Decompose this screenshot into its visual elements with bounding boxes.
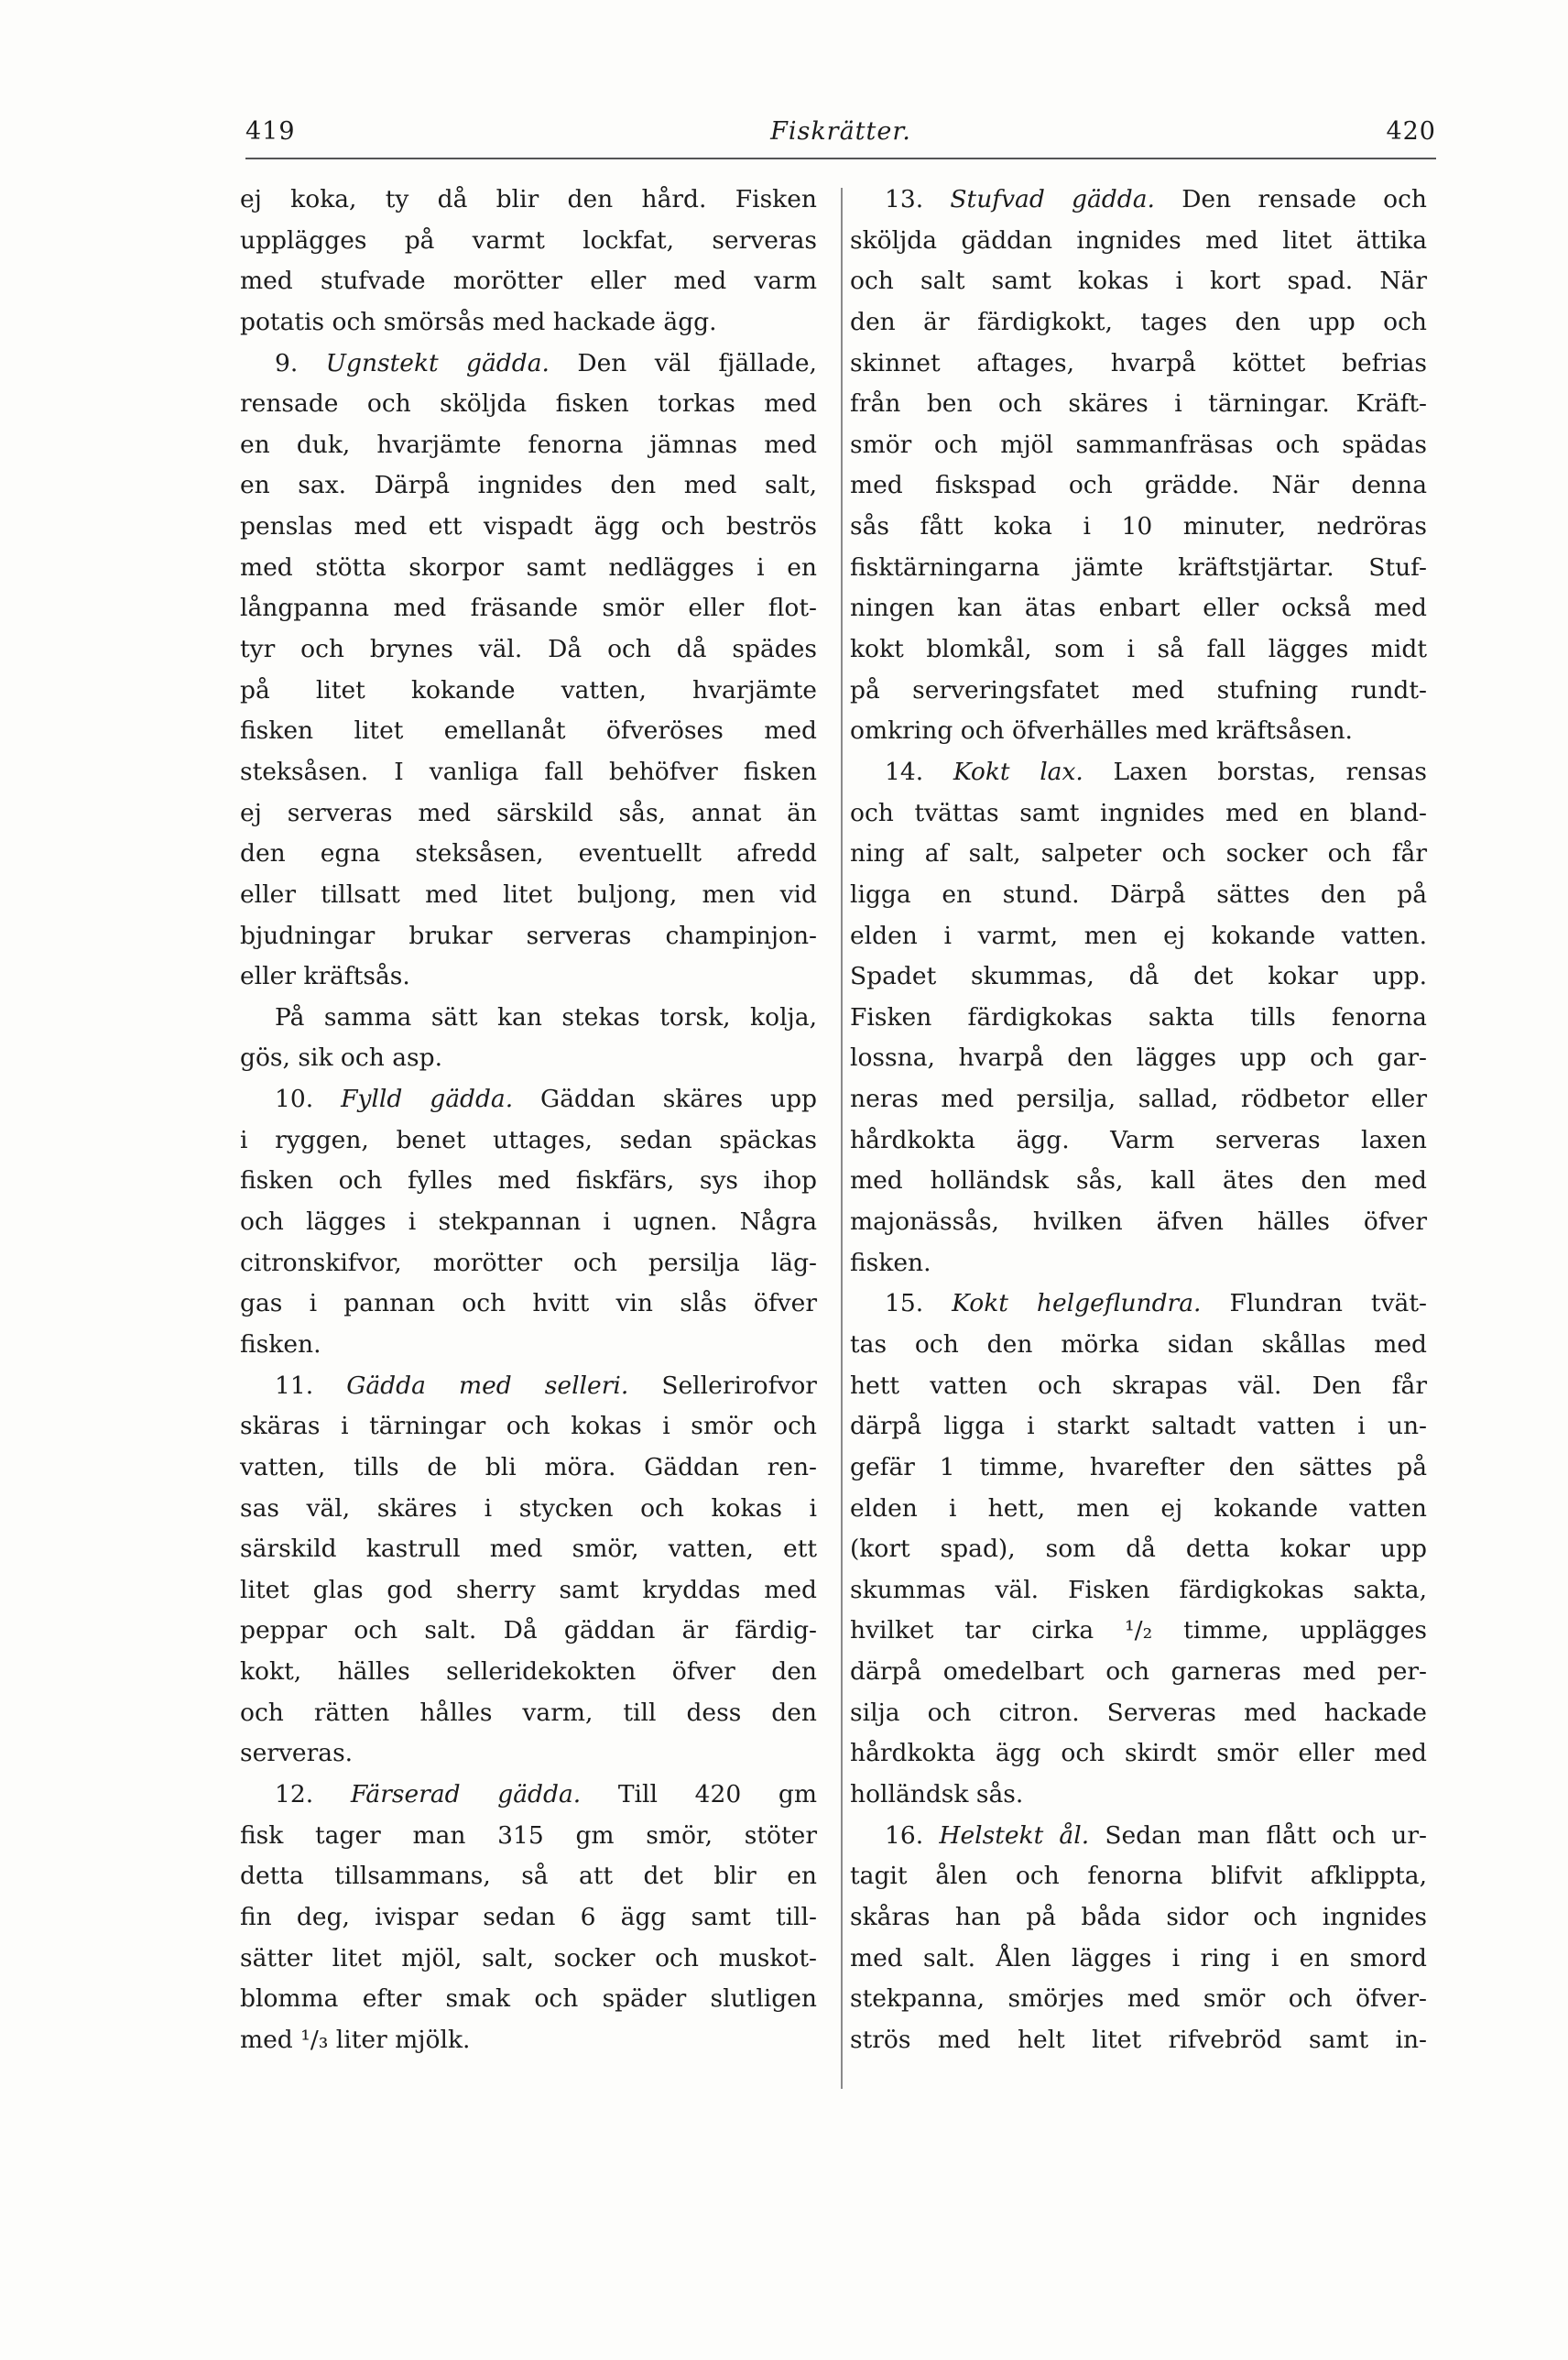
text-line — [850, 1489, 1427, 1530]
header-rule — [245, 158, 1436, 159]
text-line — [850, 793, 1427, 835]
text-line — [850, 1529, 1427, 1570]
line-text: steksåsen. I vanliga fall behöfver fisken — [240, 757, 817, 786]
text-line — [850, 302, 1427, 344]
text-line — [240, 1325, 817, 1366]
line-text: Till 420 gm — [617, 1779, 817, 1808]
line-text: med holländsk sås, kall ätes den med — [850, 1166, 1427, 1196]
line-text: ej koka, ty då blir den hård. Fisken — [240, 185, 817, 213]
line-text: sköljda gäddan ingnides med litet ättika — [850, 225, 1427, 255]
line-text: eller kräftsås. — [240, 962, 410, 991]
running-title: Fiskrätter. — [770, 117, 911, 146]
text-line — [850, 1448, 1427, 1489]
text-line — [240, 384, 817, 425]
line-text: i ryggen, benet uttages, sedan späckas — [240, 1125, 817, 1154]
text-line — [850, 1570, 1427, 1612]
text-line — [850, 1038, 1427, 1079]
text-line — [850, 1856, 1427, 1897]
text-line — [850, 1897, 1427, 1939]
text-line — [850, 1693, 1427, 1734]
line-text: majonässås, hvilken äfven hälles öfver — [850, 1207, 1427, 1237]
line-text: den egna steksåsen, eventuellt afredd — [240, 839, 817, 869]
text-line — [850, 1202, 1427, 1243]
page-header — [245, 110, 1436, 156]
line-text: bjudningar brukar serveras champinjon- — [240, 921, 817, 950]
text-line — [240, 998, 817, 1039]
text-line — [240, 1161, 817, 1202]
line-text: kokt, hälles selleridekokten öfver den — [240, 1657, 817, 1687]
line-text: gös, sik och asp. — [240, 1043, 442, 1073]
recipe-title: Kokt helgeflundra. — [952, 1289, 1202, 1318]
text-line — [850, 834, 1427, 875]
line-text: holländsk sås. — [850, 1779, 1024, 1808]
recipe-number: 13. — [885, 185, 924, 213]
text-line — [850, 1816, 1427, 1857]
text-line — [240, 1079, 817, 1120]
line-text: elden i hett, men ej kokande vatten — [850, 1493, 1427, 1523]
line-text: lossna, hvarpå den lägges upp och gar- — [850, 1043, 1427, 1073]
text-line — [850, 956, 1427, 998]
line-text: gefär 1 timme, hvarefter den sättes på — [850, 1452, 1427, 1481]
text-line — [850, 1284, 1427, 1325]
text-line — [240, 793, 817, 835]
line-text: strös med helt litet rifvebröd samt in- — [850, 2025, 1427, 2054]
line-text: och lägges i stekpannan i ugnen. Några — [240, 1207, 817, 1237]
line-text: med stötta skorpor samt nedlägges i en — [240, 552, 817, 582]
text-line — [850, 425, 1427, 466]
line-text: sås fått koka i 10 minuter, nedröras — [850, 512, 1427, 541]
line-text: litet glas god sherry samt kryddas med — [240, 1575, 817, 1604]
text-line — [240, 834, 817, 875]
text-line — [850, 221, 1427, 262]
line-text: därpå ligga i starkt saltadt vatten i un- — [850, 1412, 1427, 1441]
text-line — [240, 1202, 817, 1243]
line-text: kokt blomkål, som i så fall lägges midt — [850, 635, 1427, 664]
line-text: På samma sätt kan stekas torsk, kolja, — [275, 1002, 817, 1032]
line-text: Sellerirofvor — [661, 1371, 817, 1400]
text-line — [240, 261, 817, 302]
recipe-title: Fylld gädda. — [341, 1085, 514, 1114]
text-line — [240, 752, 817, 793]
text-line — [240, 588, 817, 629]
text-line — [850, 548, 1427, 589]
text-line — [850, 1243, 1427, 1284]
line-text: en sax. Därpå ingnides den med salt, — [240, 471, 817, 500]
line-text: stekpanna, smörjes med smör och öfver- — [850, 1984, 1427, 2014]
line-text: med stufvade morötter eller med varm — [240, 267, 817, 296]
line-text: fisken. — [240, 1329, 321, 1359]
text-line — [850, 465, 1427, 507]
line-text: skinnet aftages, hvarpå köttet befrias — [850, 348, 1427, 377]
text-line — [240, 344, 817, 385]
text-line — [850, 1979, 1427, 2020]
text-line — [850, 1366, 1427, 1407]
line-text: med ¹/₃ liter mjölk. — [240, 2025, 471, 2054]
recipe-number: 15. — [885, 1289, 924, 1318]
line-text: Gäddan skäres upp — [540, 1085, 817, 1114]
text-line — [850, 2020, 1427, 2061]
line-text: en duk, hvarjämte fenorna jämnas med — [240, 430, 817, 459]
line-text: Fisken färdigkokas sakta tills fenorna — [850, 1002, 1427, 1032]
line-text: upplägges på varmt lockfat, serveras — [240, 225, 817, 255]
text-line — [850, 711, 1427, 752]
line-text: fisktärningarna jämte kräftstjärtar. Stuf- — [850, 552, 1427, 582]
line-text: Sedan man flått och ur- — [1105, 1820, 1427, 1850]
text-line — [240, 507, 817, 548]
line-text: på litet kokande vatten, hvarjämte — [240, 675, 817, 705]
line-text: från ben och skäres i tärningar. Kräft- — [850, 389, 1427, 419]
text-line — [240, 1366, 817, 1407]
text-line — [850, 1325, 1427, 1366]
line-text: smör och mjöl sammanfräsas och spädas — [850, 430, 1427, 459]
left-column — [240, 180, 817, 2060]
text-line — [240, 875, 817, 916]
recipe-title: Ugnstekt gädda. — [325, 348, 550, 377]
line-text: med fiskspad och grädde. När denna — [850, 471, 1427, 500]
text-line — [240, 916, 817, 957]
line-text: särskild kastrull med smör, vatten, ett — [240, 1535, 817, 1564]
recipe-number: 9. — [275, 348, 299, 377]
line-text: fisken. — [850, 1248, 931, 1277]
text-line — [240, 1693, 817, 1734]
text-line — [850, 998, 1427, 1039]
text-line — [850, 875, 1427, 916]
line-text: och rätten hålles varm, till dess den — [240, 1698, 817, 1727]
line-text: fisken och fylles med fiskfärs, sys ihop — [240, 1166, 817, 1196]
line-text: på serveringsfatet med stufning rundt- — [850, 675, 1427, 705]
text-line — [850, 588, 1427, 629]
text-line — [240, 1979, 817, 2020]
line-text: penslas med ett vispadt ägg och beströs — [240, 512, 817, 541]
line-text: med salt. Ålen lägges i ring i en smord — [850, 1943, 1427, 1972]
line-text: hvilket tar cirka ¹/₂ timme, upplägges — [850, 1616, 1427, 1645]
text-line — [240, 1733, 817, 1775]
recipe-number: 12. — [275, 1779, 314, 1808]
text-line — [240, 1570, 817, 1612]
line-text: ej serveras med särskild sås, annat än — [240, 798, 817, 827]
line-text: ligga en stund. Därpå sättes den på — [850, 880, 1427, 909]
line-text: och tvättas samt ingnides med en bland- — [850, 798, 1427, 827]
text-line — [240, 1038, 817, 1079]
line-text: långpanna med fräsande smör eller flot- — [240, 594, 817, 623]
line-text: Flundran tvät- — [1229, 1289, 1427, 1318]
text-line — [240, 1611, 817, 1652]
text-line — [240, 711, 817, 752]
line-text: tas och den mörka sidan skållas med — [850, 1329, 1427, 1359]
line-text: därpå omedelbart och garneras med per- — [850, 1657, 1427, 1687]
line-text: blomma efter smak och späder slutligen — [240, 1984, 817, 2014]
text-line — [850, 671, 1427, 712]
line-text: elden i varmt, men ej kokande vatten. — [850, 921, 1427, 950]
line-text: ningen kan ätas enbart eller också med — [850, 594, 1427, 623]
text-line — [240, 671, 817, 712]
text-line — [240, 1816, 817, 1857]
text-line — [240, 2020, 817, 2061]
page-number-right: 420 — [1386, 117, 1436, 146]
line-text: fisken litet emellanåt öfveröses med — [240, 716, 817, 746]
line-text: hett vatten och skrapas väl. Den får — [850, 1371, 1427, 1400]
text-line — [240, 1529, 817, 1570]
text-line — [240, 1856, 817, 1897]
line-text: vatten, tills de bli möra. Gäddan ren- — [240, 1452, 817, 1481]
line-text: serveras. — [240, 1739, 354, 1768]
text-line — [240, 180, 817, 221]
text-line — [850, 1161, 1427, 1202]
text-line — [240, 1284, 817, 1325]
recipe-title: Kokt lax. — [953, 757, 1083, 786]
line-text: silja och citron. Serveras med hackade — [850, 1698, 1427, 1727]
line-text: detta tillsammans, så att det blir en — [240, 1862, 817, 1891]
recipe-title: Gädda med selleri. — [346, 1371, 629, 1400]
right-column — [850, 180, 1427, 2060]
text-line — [850, 1120, 1427, 1162]
line-text: rensade och sköljda fisken torkas med — [240, 389, 817, 419]
text-line — [240, 1448, 817, 1489]
text-line — [850, 1733, 1427, 1775]
line-text: tagit ålen och fenorna blifvit afklippta, — [850, 1862, 1427, 1891]
line-text: peppar och salt. Då gäddan är färdig- — [240, 1616, 817, 1645]
text-line — [850, 1775, 1427, 1816]
line-text: fisk tager man 315 gm smör, stöter — [240, 1820, 817, 1850]
recipe-number: 14. — [885, 757, 924, 786]
recipe-title: Helstekt ål. — [939, 1820, 1090, 1850]
line-text: sas väl, skäres i stycken och kokas i — [240, 1493, 817, 1523]
recipe-number: 10. — [275, 1085, 314, 1114]
recipe-number: 11. — [275, 1371, 314, 1400]
text-line — [240, 1489, 817, 1530]
text-line — [850, 752, 1427, 793]
line-text: Den rensade och — [1181, 185, 1427, 213]
line-text: gas i pannan och hvitt vin slås öfver — [240, 1289, 817, 1318]
text-line — [850, 1611, 1427, 1652]
text-line — [240, 221, 817, 262]
text-line — [240, 1406, 817, 1448]
text-line — [240, 465, 817, 507]
line-text: fin deg, ivispar sedan 6 ägg samt till- — [240, 1902, 817, 1931]
line-text: och salt samt kokas i kort spad. När — [850, 267, 1427, 296]
text-line — [240, 629, 817, 671]
line-text: neras med persilja, sallad, rödbetor eller — [850, 1085, 1427, 1114]
line-text: citronskifvor, morötter och persilja läg- — [240, 1248, 817, 1277]
text-line — [240, 956, 817, 998]
line-text: skäras i tärningar och kokas i smör och — [240, 1412, 817, 1441]
text-line — [850, 629, 1427, 671]
text-line — [850, 916, 1427, 957]
line-text: Den väl fjällade, — [577, 348, 817, 377]
text-line — [850, 1079, 1427, 1120]
text-line — [240, 1775, 817, 1816]
text-line — [240, 1897, 817, 1939]
line-text: skåras han på båda sidor och ingnides — [850, 1902, 1427, 1931]
text-line — [850, 180, 1427, 221]
text-line — [850, 1652, 1427, 1693]
line-text: hårdkokta ägg. Varm serveras laxen — [850, 1125, 1427, 1154]
recipe-number: 16. — [885, 1820, 924, 1850]
recipe-title: Färserad gädda. — [350, 1779, 582, 1808]
line-text: ning af salt, salpeter och socker och får — [850, 839, 1427, 869]
line-text: omkring och öfverhälles med kräftsåsen. — [850, 716, 1353, 746]
text-line — [240, 302, 817, 344]
text-line — [240, 548, 817, 589]
column-divider — [841, 188, 843, 2089]
line-text: tyr och brynes väl. Då och då spädes — [240, 635, 817, 664]
text-line — [850, 344, 1427, 385]
text-line — [240, 1939, 817, 1980]
text-line — [240, 425, 817, 466]
text-line — [240, 1243, 817, 1284]
text-line — [850, 1939, 1427, 1980]
line-text: (kort spad), som då detta kokar upp — [850, 1535, 1427, 1564]
text-line — [850, 261, 1427, 302]
line-text: potatis och smörsås med hackade ägg. — [240, 307, 717, 336]
text-line — [850, 507, 1427, 548]
text-line — [240, 1652, 817, 1693]
line-text: Spadet skummas, då det kokar upp. — [850, 962, 1427, 991]
line-text: sätter litet mjöl, salt, socker och muskot- — [240, 1943, 817, 1972]
text-line — [240, 1120, 817, 1162]
text-line — [850, 384, 1427, 425]
line-text: hårdkokta ägg och skirdt smör eller med — [850, 1739, 1427, 1768]
line-text: den är färdigkokt, tages den upp och — [850, 307, 1427, 336]
page-number-left: 419 — [245, 117, 296, 146]
recipe-title: Stufvad gädda. — [950, 185, 1155, 213]
line-text: skummas väl. Fisken färdigkokas sakta, — [850, 1575, 1427, 1604]
line-text: eller tillsatt med litet buljong, men vid — [240, 880, 817, 909]
line-text: Laxen borstas, rensas — [1113, 757, 1427, 786]
text-line — [850, 1406, 1427, 1448]
